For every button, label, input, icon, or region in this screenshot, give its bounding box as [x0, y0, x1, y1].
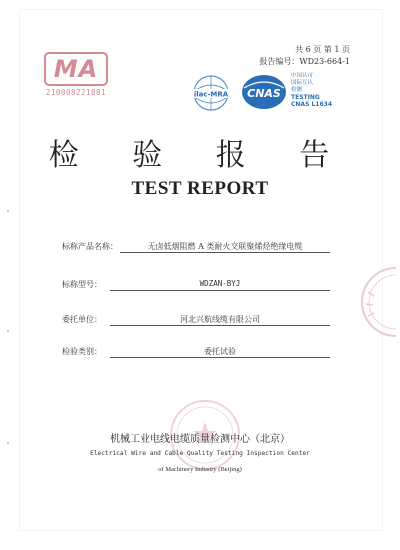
- field-underline: [110, 357, 330, 358]
- cnas-side-line: 国际互认: [291, 80, 314, 86]
- field-value: WDZAN-BYJ: [199, 279, 241, 288]
- field-underline: [120, 252, 330, 253]
- margin-mark: [7, 210, 9, 212]
- field-label: 标称型号：: [62, 280, 102, 289]
- field-value: 河北兴航线缆有限公司: [180, 315, 260, 324]
- field-label: 检验类别：: [62, 347, 102, 356]
- page-meta: [259, 44, 350, 68]
- field-value: 无卤低烟阻燃 A 类耐火交联聚烯烃绝缘电缆: [147, 242, 303, 251]
- report-title-en: TEST REPORT: [131, 178, 269, 199]
- ma-logo: [40, 52, 112, 97]
- ma-certificate-code: 210008221881: [45, 88, 107, 97]
- cnas-logo-text: CNAS: [247, 87, 281, 100]
- margin-mark: [7, 330, 9, 332]
- field-value: 委托试验: [204, 347, 236, 356]
- cnas-accreditation-text: [291, 73, 332, 108]
- issuer-name-en-line2: of Machinery Industry (Beijing): [158, 466, 242, 473]
- ma-logo-text: MA: [53, 55, 99, 83]
- cnas-side-line: 检测: [291, 87, 303, 93]
- ma-logo-box: [44, 52, 108, 86]
- cnas-side-line: 中国认可: [291, 73, 314, 79]
- ilac-mra-logo-icon: [188, 72, 234, 118]
- field-label: 委托单位：: [62, 315, 102, 324]
- issuer-name-cn: 机械工业电线电缆质量检测中心（北京）: [110, 434, 290, 445]
- report-number: 报告编号：WD23-664-1: [259, 57, 350, 66]
- cnas-side-line: TESTING: [291, 94, 320, 101]
- cnas-logo-icon: [240, 72, 288, 112]
- issuer-name-en: Electrical Wire and Cable Quality Testing Inspection Center: [90, 450, 310, 457]
- field-label: 标称产品名称：: [62, 242, 118, 251]
- page-count: 共 6 页 第 1 页: [295, 45, 350, 54]
- ilac-mra-label: ilac-MRA: [193, 90, 229, 99]
- report-title-cn: 检 验 报 告: [48, 138, 352, 173]
- cnas-side-line: CNAS L1634: [291, 101, 333, 108]
- field-underline: [110, 290, 330, 291]
- edge-seal-icon: [356, 262, 396, 342]
- field-underline: [110, 325, 330, 326]
